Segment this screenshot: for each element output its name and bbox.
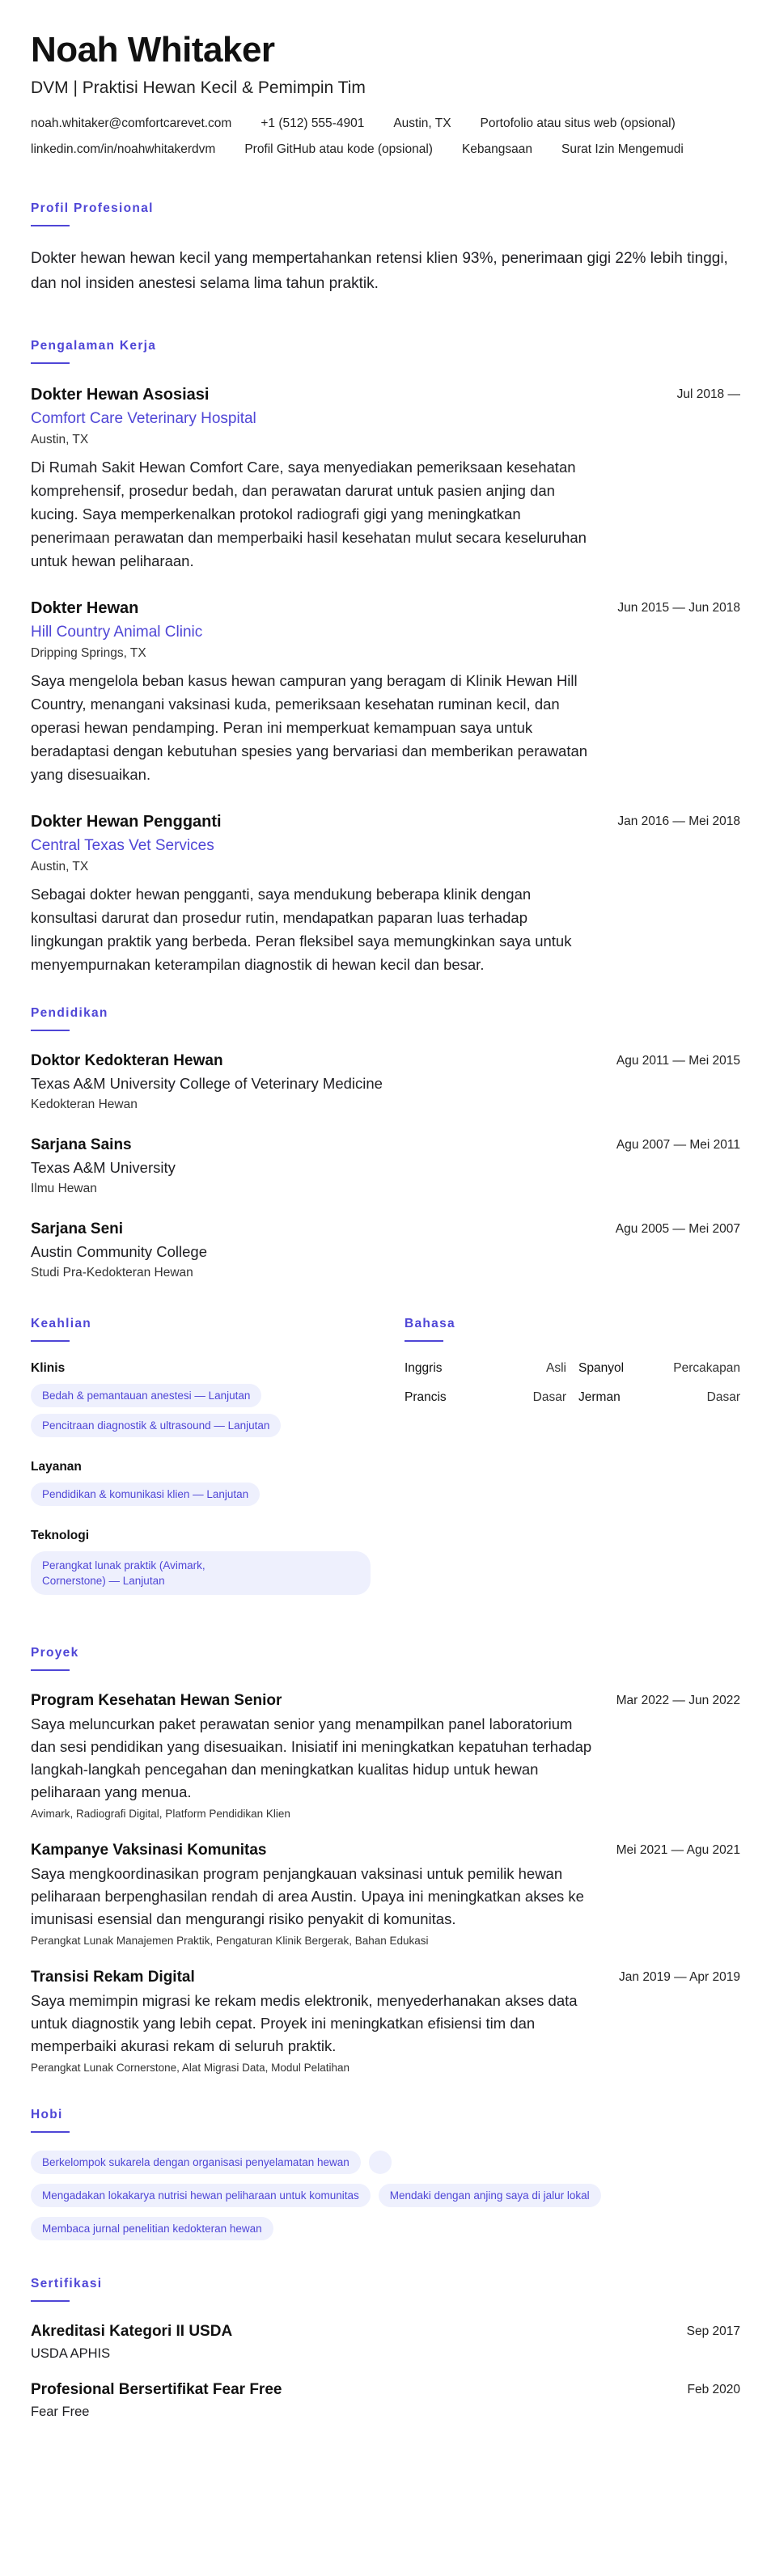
education-dates: Agu 2007 — Mei 2011 bbox=[616, 1138, 740, 1152]
section-title: Sertifikasi bbox=[31, 2277, 103, 2290]
certification-entry bbox=[31, 2379, 740, 2422]
language-item bbox=[578, 1389, 740, 1406]
projects-section bbox=[31, 1645, 740, 2076]
hobby-tag: Berkelompok sukarela dengan organisasi penyelamatan hewan bbox=[31, 2151, 361, 2174]
school-name: Texas A&M University bbox=[31, 1159, 176, 1176]
field-of-study: Ilmu Hewan bbox=[31, 1182, 97, 1195]
job-title: Dokter Hewan Asosiasi bbox=[31, 386, 210, 404]
job-dates: Jul 2018 — bbox=[676, 387, 740, 401]
skill-group-service bbox=[31, 1458, 374, 1512]
degree-name: Sarjana Seni bbox=[31, 1220, 124, 1237]
project-title: Transisi Rekam Digital bbox=[31, 1969, 195, 1986]
experience-entry bbox=[31, 597, 740, 786]
section-divider bbox=[31, 1340, 70, 1342]
field-of-study: Kedokteran Hewan bbox=[31, 1098, 138, 1111]
section-divider bbox=[405, 1340, 443, 1342]
skills-languages-row bbox=[31, 1316, 740, 1609]
language-level: Asli bbox=[546, 1361, 566, 1375]
certification-title: Profesional Bersertifikat Fear Free bbox=[31, 2381, 282, 2398]
language-name: Spanyol bbox=[578, 1361, 625, 1375]
project-entry bbox=[31, 1840, 740, 1949]
skill-category: Layanan bbox=[31, 1460, 82, 1474]
employer-name: Central Texas Vet Services bbox=[31, 837, 214, 854]
job-title: Dokter Hewan Pengganti bbox=[31, 813, 222, 831]
section-divider bbox=[31, 362, 70, 364]
section-title: Proyek bbox=[31, 1646, 79, 1660]
language-name: Prancis bbox=[405, 1390, 447, 1404]
experience-entry bbox=[31, 810, 740, 976]
section-divider bbox=[31, 1030, 70, 1031]
employer-name: Hill Country Animal Clinic bbox=[31, 624, 203, 641]
school-name: Austin Community College bbox=[31, 1243, 207, 1260]
summary-text: Dokter hewan hewan kecil yang mempertahankan retensi klien 93%, penerimaan gigi 22% lebih tinggi, dan nol insiden anestesi selama lima tahun praktik. bbox=[31, 250, 728, 292]
contact-list bbox=[31, 115, 743, 159]
project-tools: Avimark, Radiografi Digital, Platform Pendidikan Klien bbox=[31, 1808, 290, 1820]
language-name: Jerman bbox=[578, 1390, 621, 1404]
skill-tag: Perangkat lunak praktik (Avimark, Cornerstone) — Lanjutan bbox=[31, 1551, 371, 1595]
skill-category: Klinis bbox=[31, 1361, 66, 1375]
hobby-tag-spacer-break bbox=[369, 2151, 392, 2174]
project-description: Saya meluncurkan paket perawatan senior yang menampilkan panel laboratorium dan sesi pendidikan yang disesuaikan. Inisiatif ini meningkatkan kepatuhan terhadap langkah-langkah pencegahan dan meningkatkan kualitas hidup untuk hewan peliharaan yang menua. bbox=[31, 1715, 592, 1800]
section-title: Profil Profesional bbox=[31, 201, 154, 215]
hobbies-section bbox=[31, 2107, 740, 2240]
certification-date: Feb 2020 bbox=[687, 2383, 740, 2396]
section-divider bbox=[31, 2131, 70, 2133]
contact-linkedin[interactable]: linkedin.com/in/noahwhitakerdvm bbox=[31, 142, 216, 156]
degree-name: Doktor Kedokteran Hewan bbox=[31, 1052, 223, 1069]
skills-section bbox=[31, 1316, 374, 1609]
education-dates: Agu 2011 — Mei 2015 bbox=[616, 1054, 740, 1068]
certification-entry bbox=[31, 2321, 740, 2363]
skill-tag: Pencitraan diagnostik & ultrasound — Lanjutan bbox=[31, 1414, 281, 1437]
section-divider bbox=[31, 2300, 70, 2302]
section-title: Hobi bbox=[31, 2108, 63, 2121]
contact-location: Austin, TX bbox=[393, 116, 451, 130]
section-title: Bahasa bbox=[405, 1317, 455, 1330]
candidate-name: Noah Whitaker bbox=[31, 30, 275, 70]
job-description: Saya mengelola beban kasus hewan campuran yang beragam di Klinik Hewan Hill Country, menangani vaksinasi kuda, pemeriksaan kesehatan ruminan kecil, dan operasi hewan pendamping. Peran ini memperkuat kemampuan saya untuk beradaptasi dengan kebutuhan spesies yang bervariasi dan memberikan perawatan yang disesuaikan. bbox=[31, 672, 588, 783]
language-item bbox=[405, 1389, 566, 1406]
hobby-tag: Mendaki dengan anjing saya di jalur lokal bbox=[379, 2184, 601, 2207]
project-tools: Perangkat Lunak Manajemen Praktik, Pengaturan Klinik Bergerak, Bahan Edukasi bbox=[31, 1935, 429, 1947]
job-description: Sebagai dokter hewan pengganti, saya mendukung beberapa klinik dengan konsultasi darurat dan prosedur rutin, mendapatkan paparan luas terhadap lingkungan praktik yang berbeda. Peran fleksibel saya memungkinkan saya untuk menyempurnakan keterampilan diagnostik di hewan kecil dan besar. bbox=[31, 886, 572, 973]
degree-name: Sarjana Sains bbox=[31, 1136, 132, 1153]
section-divider bbox=[31, 225, 70, 226]
job-title: Dokter Hewan bbox=[31, 599, 139, 617]
project-dates: Mei 2021 — Agu 2021 bbox=[616, 1843, 740, 1857]
candidate-headline: DVM | Praktisi Hewan Kecil & Pemimpin Tim bbox=[31, 78, 366, 97]
job-location: Austin, TX bbox=[31, 860, 89, 873]
job-location: Austin, TX bbox=[31, 433, 89, 446]
certification-issuer: Fear Free bbox=[31, 2405, 90, 2419]
resume-header bbox=[31, 29, 740, 159]
project-tools: Perangkat Lunak Cornerstone, Alat Migrasi Data, Modul Pelatihan bbox=[31, 2062, 349, 2074]
education-entry bbox=[31, 1219, 740, 1282]
section-title: Pendidikan bbox=[31, 1006, 108, 1020]
experience-entry bbox=[31, 383, 740, 573]
project-description: Saya memimpin migrasi ke rekam medis elektronik, menyederhanakan akses data untuk diagnostik yang lebih cepat. Proyek ini meningkatkan efisiensi tim dan memperbaiki akurasi rekam di seluruh praktik. bbox=[31, 1992, 578, 2054]
project-title: Program Kesehatan Hewan Senior bbox=[31, 1692, 282, 1709]
field-of-study: Studi Pra-Kedokteran Hewan bbox=[31, 1266, 193, 1280]
language-name: Inggris bbox=[405, 1361, 443, 1375]
language-item bbox=[578, 1360, 740, 1377]
language-level: Dasar bbox=[706, 1390, 740, 1404]
skill-group-clinical bbox=[31, 1360, 374, 1444]
education-entry bbox=[31, 1051, 740, 1114]
project-entry bbox=[31, 1967, 740, 2076]
school-name: Texas A&M University College of Veterinary Medicine bbox=[31, 1075, 383, 1092]
certification-issuer: USDA APHIS bbox=[31, 2346, 111, 2361]
contact-email[interactable]: noah.whitaker@comfortcarevet.com bbox=[31, 116, 232, 130]
contact-phone[interactable]: +1 (512) 555-4901 bbox=[261, 116, 365, 130]
education-entry bbox=[31, 1135, 740, 1198]
language-item bbox=[405, 1360, 566, 1377]
hobby-tag: Mengadakan lokakarya nutrisi hewan peliharaan untuk komunitas bbox=[31, 2184, 371, 2207]
project-description: Saya mengkoordinasikan program penjangkauan vaksinasi untuk pemilik hewan peliharaan berpenghasilan rendah di area Austin. Upaya ini meningkatkan akses ke imunisasi esensial dan mengurangi risiko penyakit di komunitas. bbox=[31, 1865, 584, 1927]
languages-section bbox=[405, 1316, 740, 1609]
contact-driving-license: Surat Izin Mengemudi bbox=[561, 142, 684, 156]
experience-section bbox=[31, 338, 740, 976]
language-list bbox=[405, 1360, 740, 1406]
job-dates: Jun 2015 — Jun 2018 bbox=[617, 601, 740, 615]
section-title: Pengalaman Kerja bbox=[31, 339, 157, 353]
education-section bbox=[31, 1005, 740, 1282]
certifications-section bbox=[31, 2276, 740, 2422]
certification-date: Sep 2017 bbox=[686, 2324, 740, 2338]
language-level: Percakapan bbox=[673, 1361, 740, 1375]
contact-github[interactable]: Profil GitHub atau kode (opsional) bbox=[244, 142, 433, 156]
project-title: Kampanye Vaksinasi Komunitas bbox=[31, 1842, 267, 1859]
skill-tag: Bedah & pemantauan anestesi — Lanjutan bbox=[31, 1384, 261, 1407]
project-dates: Jan 2019 — Apr 2019 bbox=[619, 1970, 740, 1984]
skill-category: Teknologi bbox=[31, 1529, 90, 1542]
certification-title: Akreditasi Kategori II USDA bbox=[31, 2323, 233, 2340]
project-dates: Mar 2022 — Jun 2022 bbox=[616, 1694, 740, 1707]
skill-group-technology bbox=[31, 1527, 374, 1595]
education-dates: Agu 2005 — Mei 2007 bbox=[615, 1222, 740, 1236]
skill-tag: Pendidikan & komunikasi klien — Lanjutan bbox=[31, 1483, 260, 1506]
contact-nationality: Kebangsaan bbox=[461, 142, 532, 156]
project-entry bbox=[31, 1690, 740, 1822]
job-location: Dripping Springs, TX bbox=[31, 646, 146, 660]
contact-portfolio[interactable]: Portofolio atau situs web (opsional) bbox=[480, 116, 676, 130]
employer-name: Comfort Care Veterinary Hospital bbox=[31, 410, 256, 427]
job-description: Di Rumah Sakit Hewan Comfort Care, saya menyediakan pemeriksaan kesehatan komprehensif, prosedur bedah, dan perawatan darurat untuk pasien anjing dan kucing. Saya memperkenalkan protokol radiografi gigi yang meningkatkan penerimaan perawatan dan memperbaiki hasil kesehatan mulut secara keseluruhan untuk hewan peliharaan. bbox=[31, 459, 587, 569]
section-divider bbox=[31, 1669, 70, 1671]
hobby-tag: Membaca jurnal penelitian kedokteran hewan bbox=[31, 2217, 273, 2240]
hobby-list bbox=[31, 2151, 743, 2240]
section-title: Keahlian bbox=[31, 1317, 92, 1330]
language-level: Dasar bbox=[532, 1390, 566, 1404]
job-dates: Jan 2016 — Mei 2018 bbox=[617, 814, 740, 828]
summary-section bbox=[31, 201, 740, 296]
